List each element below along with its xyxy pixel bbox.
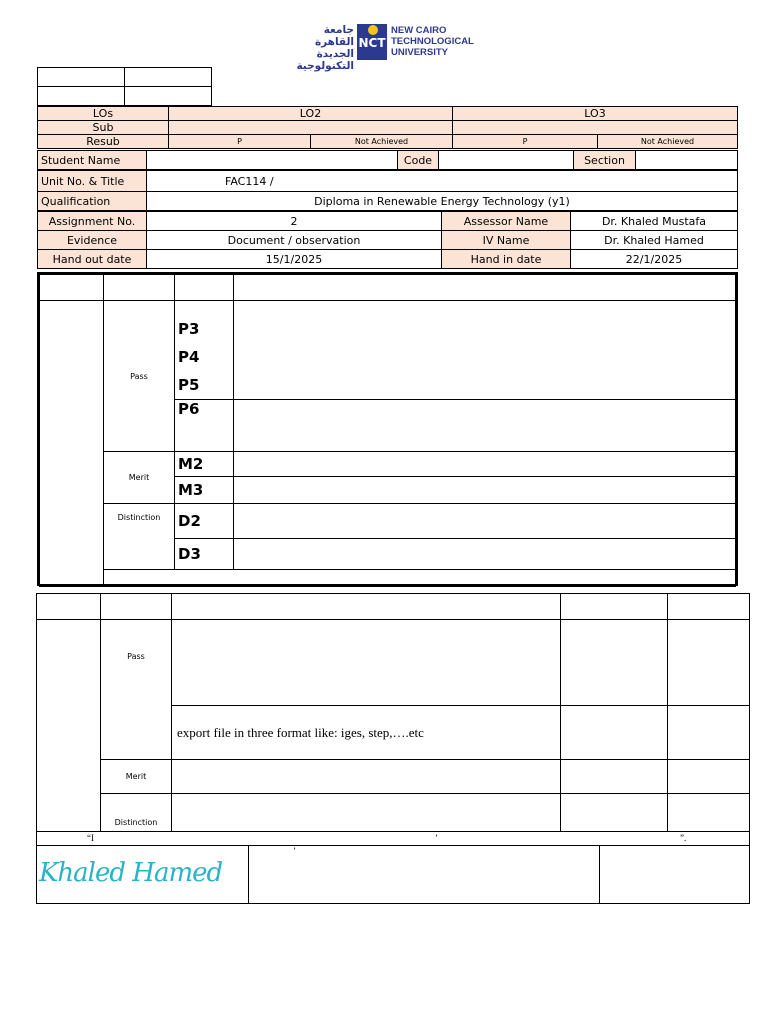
- handin-label: Hand in date: [442, 250, 571, 269]
- criteria-footer-cell: [104, 570, 736, 587]
- grading-table: [36, 593, 750, 846]
- criteria-lo-cell: [40, 301, 104, 587]
- logo-arabic-line-1: جامعة: [323, 24, 354, 36]
- assignment-label: Assignment No.: [38, 212, 147, 231]
- handout-value: 15/1/2025: [147, 250, 442, 269]
- logo-english-line-1: NEW CAIRO: [391, 25, 447, 36]
- signature-right-cell: [600, 846, 750, 904]
- criteria-header-cell: [175, 275, 234, 301]
- lo2-not-achieved: Not Achieved: [311, 135, 453, 149]
- signature-middle-cell: ’: [249, 846, 600, 904]
- criteria-m2-text: [234, 452, 736, 477]
- logo-english-text: [391, 25, 474, 58]
- criteria-d2-text: [234, 504, 736, 539]
- grading-merit-text: [172, 760, 561, 794]
- lo2-p: P: [169, 135, 311, 149]
- assignment-table: [37, 211, 738, 269]
- declaration-row: [37, 832, 750, 846]
- blank-cell: [38, 87, 125, 106]
- grading-distinction-label: Distinction: [101, 794, 172, 832]
- assessor-label: Assessor Name: [442, 212, 571, 231]
- grading-merit-label: Merit: [101, 760, 172, 794]
- criteria-header-cell: [234, 275, 736, 301]
- criteria-header-cell: [104, 275, 175, 301]
- blank-header-table: [37, 67, 212, 106]
- criterion-d2: D2: [175, 504, 234, 539]
- criteria-m3-text: [234, 477, 736, 504]
- grading-pass-grade-1[interactable]: [561, 620, 668, 706]
- grading-header-cell: [101, 594, 172, 620]
- grading-pass-grade-2[interactable]: [561, 706, 668, 760]
- grading-distinction-comment[interactable]: [668, 794, 750, 832]
- university-logo: [276, 22, 474, 72]
- criteria-header-cell: [40, 275, 104, 301]
- grading-pass-comment-1[interactable]: [668, 620, 750, 706]
- blank-cell: [125, 68, 212, 87]
- sub-lo2-cell: [169, 121, 453, 135]
- qualification-label: Qualification: [38, 192, 147, 211]
- declaration-close: ”.: [680, 833, 687, 843]
- lo3-not-achieved: Not Achieved: [598, 135, 738, 149]
- unit-info-table: [37, 170, 738, 211]
- logo-arabic-line-2: القاهرة الجديدة: [314, 36, 354, 60]
- logo-badge-text: NCT: [358, 36, 386, 50]
- grading-merit-grade[interactable]: [561, 760, 668, 794]
- declaration-open: “I: [87, 833, 94, 843]
- evidence-value: Document / observation: [147, 231, 442, 250]
- logo-arabic-text: [276, 24, 354, 72]
- criteria-p6-text: [234, 400, 736, 452]
- logo-english-line-3: UNIVERSITY: [391, 47, 449, 58]
- student-name-field[interactable]: [147, 151, 398, 170]
- code-label: Code: [398, 151, 439, 170]
- assignment-value: 2: [147, 212, 442, 231]
- logo-arabic-line-3: التكنولوجية: [296, 60, 354, 72]
- grading-header-cell: [172, 594, 561, 620]
- section-label: Section: [574, 151, 636, 170]
- criterion-p3: P3: [178, 320, 200, 338]
- evidence-label: Evidence: [38, 231, 147, 250]
- grading-merit-comment[interactable]: [668, 760, 750, 794]
- grading-header-cell: [561, 594, 668, 620]
- grading-pass-label: Pass: [101, 620, 172, 760]
- qualification-value: Diploma in Renewable Energy Technology (y1): [147, 192, 738, 211]
- section-field[interactable]: [636, 151, 738, 170]
- logo-badge-icon: [357, 24, 387, 60]
- grading-distinction-grade[interactable]: [561, 794, 668, 832]
- signature-table: [36, 845, 750, 904]
- grading-lo-cell: [37, 620, 101, 832]
- unit-value: FAC114 /: [147, 171, 738, 192]
- sub-lo3-cell: [453, 121, 738, 135]
- los-label: LOs: [38, 107, 169, 121]
- criteria-d3-text: [234, 539, 736, 570]
- criterion-p6: P6: [175, 400, 234, 452]
- grading-distinction-text: [172, 794, 561, 832]
- iv-value: Dr. Khaled Hamed: [571, 231, 738, 250]
- handwritten-signature: Khaled Hamed: [39, 858, 223, 888]
- lo3-p: P: [453, 135, 598, 149]
- blank-cell: [125, 87, 212, 106]
- criterion-m3: M3: [175, 477, 234, 504]
- criteria-table: [39, 274, 736, 587]
- handout-label: Hand out date: [38, 250, 147, 269]
- lo-table: [37, 106, 738, 149]
- grading-header-cell: [668, 594, 750, 620]
- resub-label: Resub: [38, 135, 169, 149]
- assessor-value: Dr. Khaled Mustafa: [571, 212, 738, 231]
- student-name-label: Student Name: [38, 151, 147, 170]
- grading-task-text: export file in three format like: iges, step,….etc: [172, 706, 561, 760]
- student-info-table: [37, 150, 738, 170]
- criterion-p4: P4: [178, 348, 200, 366]
- sub-label: Sub: [38, 121, 169, 135]
- lo3-header: LO3: [453, 107, 738, 121]
- grading-pass-comment-2[interactable]: [668, 706, 750, 760]
- code-field[interactable]: [439, 151, 574, 170]
- criteria-p3-p5: [175, 301, 234, 400]
- criteria-merit-label: Merit: [104, 452, 175, 504]
- declaration-comma: ’: [435, 833, 438, 843]
- logo-english-line-2: TECHNOLOGICAL: [391, 36, 474, 47]
- criterion-p5: P5: [178, 376, 200, 394]
- grading-pass-text-1: [172, 620, 561, 706]
- iv-label: IV Name: [442, 231, 571, 250]
- criterion-d3: D3: [175, 539, 234, 570]
- criteria-p3-p5-text: [234, 301, 736, 400]
- criteria-distinction-label: Distinction: [104, 504, 175, 570]
- lo2-header: LO2: [169, 107, 453, 121]
- grading-header-cell: [37, 594, 101, 620]
- signature-cell: [37, 846, 249, 904]
- unit-label: Unit No. & Title: [38, 171, 147, 192]
- handin-value: 22/1/2025: [571, 250, 738, 269]
- blank-cell: [38, 68, 125, 87]
- criterion-m2: M2: [175, 452, 234, 477]
- criteria-pass-label: Pass: [104, 301, 175, 452]
